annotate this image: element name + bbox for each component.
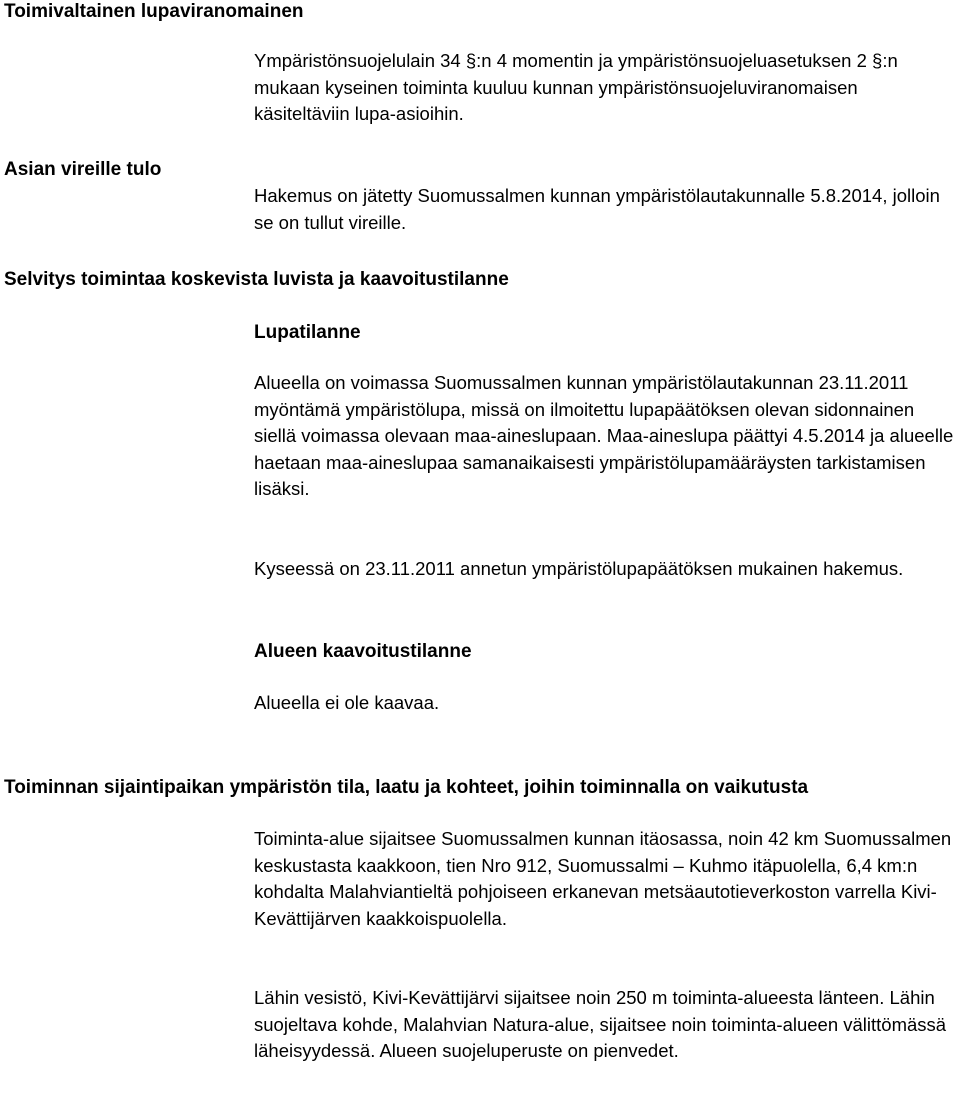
environment-text-2: Lähin vesistö, Kivi-Kevättijärvi sijaitsee noin 250 m toiminta-alueesta länteen. Lähin suojeltava kohde, Malahvian Natura-alue, sijaitsee noin toiminta-alueen välittömässä läheisyydessä. Alueen suojeluperuste on pienvedet.	[254, 987, 947, 1061]
initiation-heading: Asian vireille tulo	[4, 159, 162, 180]
authority-heading: Toimivaltainen lupaviranomainen	[4, 1, 304, 22]
permit-status-text-1: Alueella on voimassa Suomussalmen kunnan ympäristölautakunnan 23.11.2011 myöntämä ympäristölupa, missä on ilmoitettu lupapäätöksen olevan sidonnainen siellä voimassa olevaan maa-aineslupaan. Maa-aineslupa päättyi 4.5.2014 ja alueelle haetaan maa-aineslupaa samanaikaisesti ympäristölupamääräysten tarkistamisen lisäksi.	[254, 372, 954, 499]
zoning-heading: Alueen kaavoitustilanne	[254, 641, 472, 662]
authority-text: Ympäristönsuojelulain 34 §:n 4 momentin ja ympäristönsuojeluasetuksen 2 §:n mukaan kyseinen toiminta kuuluu kunnan ympäristönsuojeluviranomaisen käsiteltäviin lupa-asioihin.	[254, 50, 898, 124]
permit-status-text-2: Kyseessä on 23.11.2011 annetun ympäristölupapäätöksen mukainen hakemus.	[254, 558, 904, 579]
zoning-text: Alueella ei ole kaavaa.	[254, 692, 440, 713]
environment-text-1: Toiminta-alue sijaitsee Suomussalmen kunnan itäosassa, noin 42 km Suomussalmen keskustasta kaakkoon, tien Nro 912, Suomussalmi – Kuhmo itäpuolella, 6,4 km:n kohdalta Malahviantieltä pohjoiseen erkanevan metsäautotieverkoston varrella Kivi-Kevättijärven kaakkoispuolella.	[254, 828, 952, 929]
environment-heading: Toiminnan sijaintipaikan ympäristön tila, laatu ja kohteet, joihin toiminnalla on vaikutusta	[4, 777, 809, 798]
permits-heading: Selvitys toimintaa koskevista luvista ja kaavoitustilanne	[4, 269, 509, 290]
permit-status-heading: Lupatilanne	[254, 322, 361, 343]
initiation-text: Hakemus on jätetty Suomussalmen kunnan ympäristölautakunnalle 5.8.2014, jolloin se on tullut vireille.	[254, 185, 940, 233]
